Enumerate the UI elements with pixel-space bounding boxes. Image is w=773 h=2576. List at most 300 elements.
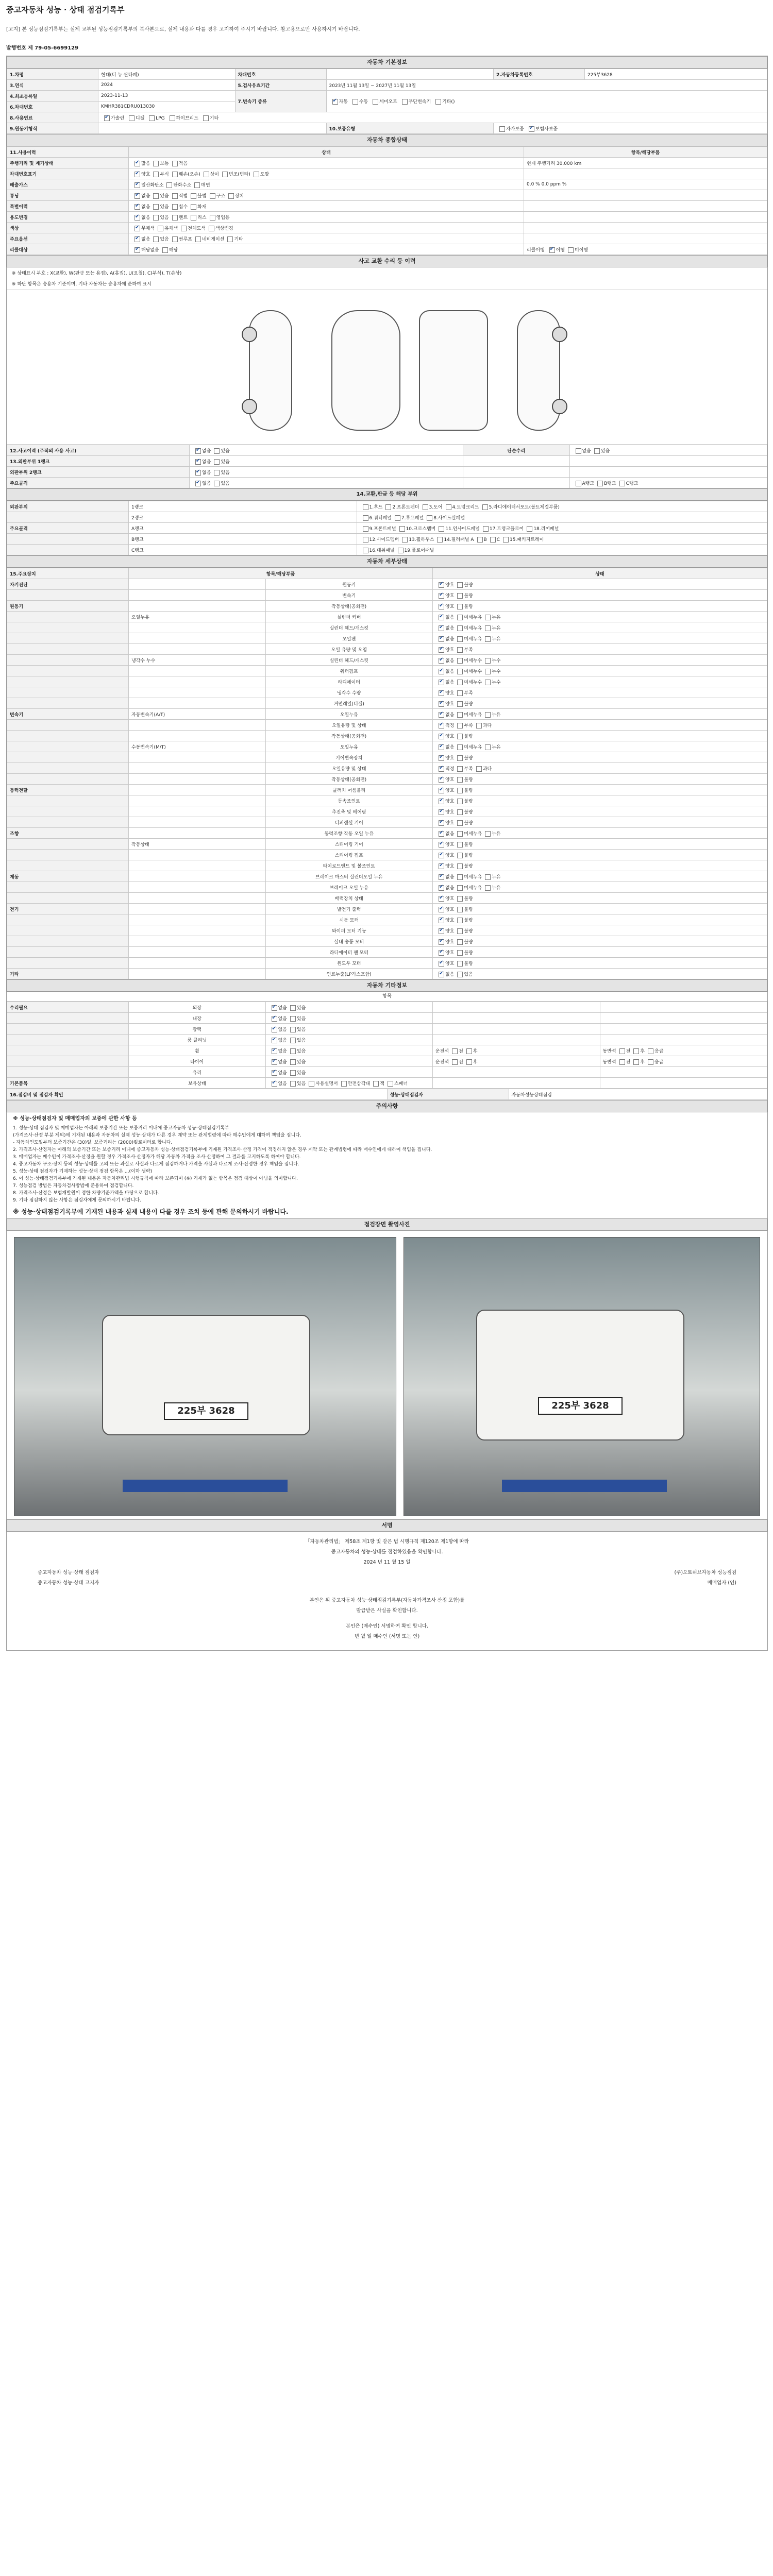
checkbox[interactable] (191, 215, 196, 221)
checkbox[interactable] (309, 1081, 314, 1087)
checkbox[interactable] (172, 161, 178, 166)
checkbox[interactable] (529, 126, 534, 132)
checkbox[interactable] (457, 766, 463, 772)
checkbox[interactable] (222, 172, 228, 177)
checkbox[interactable] (439, 885, 444, 891)
checkbox[interactable] (439, 680, 444, 685)
checkbox[interactable] (457, 744, 463, 750)
notes-body (7, 1112, 767, 1218)
checkbox[interactable] (214, 448, 220, 454)
checkbox[interactable] (485, 615, 491, 620)
checkbox[interactable] (204, 172, 209, 177)
checkbox[interactable] (272, 1016, 277, 1022)
option-label: 있음 (296, 1070, 306, 1076)
checkbox[interactable] (457, 723, 463, 728)
checkbox[interactable] (135, 247, 140, 253)
option-label: B랭크 (604, 481, 616, 486)
checkbox[interactable] (439, 896, 444, 902)
detail-item: 오일 유량 및 오염 (265, 644, 433, 655)
other-side-1 (433, 1002, 600, 1013)
checkbox[interactable] (352, 99, 358, 105)
checkbox[interactable] (457, 734, 463, 739)
checkbox[interactable] (272, 1081, 277, 1087)
option-label: 양호 (445, 690, 455, 696)
checkbox[interactable] (576, 481, 581, 486)
checkbox[interactable] (633, 1048, 639, 1054)
checkbox[interactable] (172, 172, 178, 177)
checkbox[interactable] (290, 1038, 296, 1043)
checkbox[interactable] (457, 669, 463, 674)
option-label: 양호 (445, 853, 455, 858)
notifier-name: 매매업자 (인) (707, 1580, 736, 1586)
checkbox[interactable] (195, 236, 201, 242)
option-label: 장치 (234, 193, 244, 199)
checkbox[interactable] (457, 615, 463, 620)
checkbox[interactable] (172, 193, 178, 199)
checkbox[interactable] (272, 1059, 277, 1065)
checkbox[interactable] (341, 1081, 347, 1087)
checkbox[interactable] (402, 99, 408, 105)
checkbox[interactable] (439, 755, 444, 761)
row-extra (524, 190, 767, 201)
checkbox[interactable] (439, 831, 444, 837)
checkbox[interactable] (457, 680, 463, 685)
checkbox[interactable] (254, 172, 259, 177)
detail-state-header: 자동차 세부상태 (7, 555, 767, 568)
checkbox[interactable] (439, 636, 444, 642)
checkbox[interactable] (191, 193, 196, 199)
option-label: 기타 (209, 115, 219, 121)
general-row (7, 233, 767, 244)
other-options (265, 1002, 433, 1013)
other-options (265, 1024, 433, 1035)
option-label: 양호 (445, 734, 455, 739)
detail-row (7, 752, 767, 763)
option-label: 5.라디에이터서포트(볼트체결부품) (489, 504, 560, 510)
damage-row (7, 467, 767, 478)
checkbox[interactable] (153, 193, 159, 199)
parts-rank: B랭크 (129, 534, 357, 545)
checkbox[interactable] (427, 515, 432, 521)
option-label: 유채색 (164, 226, 178, 231)
detail-group: 변속기 (7, 709, 129, 720)
detail-options (433, 763, 767, 774)
checkbox[interactable] (135, 182, 140, 188)
checkbox[interactable] (439, 788, 444, 793)
checkbox[interactable] (439, 712, 444, 718)
checkbox[interactable] (485, 712, 491, 718)
checkbox[interactable] (439, 853, 444, 858)
option-label: 없음 (445, 658, 455, 664)
checkbox[interactable] (399, 526, 405, 532)
checkbox[interactable] (395, 515, 400, 521)
option-label: 양호 (445, 842, 455, 848)
checkbox[interactable] (272, 1048, 277, 1054)
checkbox[interactable] (214, 459, 220, 465)
checkbox[interactable] (373, 99, 378, 105)
option-label: 불량 (464, 820, 473, 826)
option-label: 불량 (464, 863, 473, 869)
checkbox[interactable] (485, 831, 491, 837)
checkbox[interactable] (490, 537, 496, 543)
checkbox[interactable] (363, 526, 368, 532)
checkbox[interactable] (272, 1038, 277, 1043)
checkbox[interactable] (457, 961, 463, 967)
checkbox[interactable] (227, 236, 233, 242)
row-options (129, 190, 524, 201)
other-item: 휠 (129, 1045, 266, 1056)
detail-item: 커먼레일(디젤) (265, 698, 433, 709)
other-row (7, 1002, 767, 1013)
checkbox[interactable] (457, 788, 463, 793)
row-options (129, 244, 524, 255)
checkbox[interactable] (457, 885, 463, 891)
checkbox[interactable] (477, 537, 483, 543)
checkbox[interactable] (457, 950, 463, 956)
detail-row (7, 795, 767, 806)
checkbox[interactable] (195, 448, 201, 454)
checkbox[interactable] (194, 182, 200, 188)
checkbox[interactable] (402, 537, 408, 543)
photos-area (7, 1231, 767, 1519)
note-line: 7. 성능점검 방법은 자동차검사방법에 준용하여 점검합니다. (13, 1183, 134, 1189)
checkbox[interactable] (135, 161, 140, 166)
inspector-role: 중고자동차 성능·상태 점검자 (38, 1570, 99, 1575)
checkbox[interactable] (549, 247, 555, 253)
checkbox[interactable] (195, 459, 201, 465)
checkbox[interactable] (214, 470, 220, 476)
row-options (129, 212, 524, 223)
checkbox[interactable] (476, 723, 482, 728)
detail-group (7, 720, 129, 731)
checkbox[interactable] (457, 853, 463, 858)
option-label: 있음 (221, 459, 230, 465)
checkbox[interactable] (457, 972, 463, 977)
checkbox[interactable] (191, 204, 196, 210)
checkbox[interactable] (439, 604, 444, 609)
basic-row (7, 80, 767, 91)
option-label: 네비게이션 (201, 236, 225, 242)
checkbox[interactable] (373, 1081, 379, 1087)
detail-row (7, 882, 767, 893)
checkbox[interactable] (181, 226, 187, 231)
checkbox[interactable] (439, 625, 444, 631)
checkbox[interactable] (439, 647, 444, 653)
checkbox[interactable] (153, 204, 159, 210)
checkbox[interactable] (452, 1059, 458, 1065)
checkbox[interactable] (210, 215, 215, 221)
checkbox[interactable] (619, 1048, 625, 1054)
detail-row (7, 914, 767, 925)
general-state-header: 자동차 종합상태 (7, 134, 767, 146)
option-label: 없음 (445, 712, 455, 718)
checkbox[interactable] (457, 907, 463, 912)
checkbox[interactable] (135, 226, 140, 231)
note-line: 2. 가격조사·산정자는 아래의 보증기간 또는 보증거리 이내에 중고자동차 성능·상태점검기록부에 기재된 가격조사·산정 가격이 적정하지 않은 경우 계약 또는 관계법령에 따라 매수인에게 대하여 책임을 집니다. (13, 1147, 432, 1153)
checkbox[interactable] (439, 526, 444, 532)
option-label: 4.트렁크리드 (452, 504, 479, 510)
checkbox[interactable] (485, 680, 491, 685)
checkbox[interactable] (439, 690, 444, 696)
checkbox[interactable] (439, 928, 444, 934)
option-label: 없음 (278, 1005, 287, 1011)
detail-group (7, 590, 129, 601)
checkbox[interactable] (457, 625, 463, 631)
checkbox[interactable] (485, 658, 491, 664)
checkbox[interactable] (485, 885, 491, 891)
detail-subgroup (129, 806, 266, 817)
option-label: 1.후드 (369, 504, 383, 510)
checkbox[interactable] (290, 1048, 296, 1054)
detail-item: 윈도우 모터 (265, 958, 433, 969)
option-label: 미세누유 (464, 625, 482, 631)
checkbox[interactable] (290, 1059, 296, 1065)
checkbox[interactable] (228, 193, 234, 199)
checkbox[interactable] (457, 690, 463, 696)
checkbox[interactable] (439, 820, 444, 826)
checkbox[interactable] (153, 172, 159, 177)
checkbox[interactable] (439, 950, 444, 956)
checkbox[interactable] (290, 1027, 296, 1032)
checkbox[interactable] (485, 625, 491, 631)
checkbox[interactable] (135, 204, 140, 210)
buyer-statement: 본인은 위 중고자동차 성능·상태점검기록부(자동차가격조사 산정 포함)를 (309, 1598, 465, 1603)
row-label: 주요옵션 (7, 233, 129, 244)
checkbox[interactable] (439, 734, 444, 739)
side-label: 동반석 (602, 1059, 616, 1065)
checkbox[interactable] (195, 481, 201, 486)
checkbox[interactable] (457, 831, 463, 837)
row-options-2 (569, 456, 767, 467)
option-label: 불량 (464, 593, 473, 599)
checkbox[interactable] (439, 593, 444, 599)
checkbox[interactable] (457, 777, 463, 783)
checkbox[interactable] (104, 115, 110, 121)
checkbox[interactable] (457, 582, 463, 588)
checkbox[interactable] (457, 842, 463, 848)
checkbox[interactable] (446, 504, 451, 510)
checkbox[interactable] (272, 1070, 277, 1076)
checkbox[interactable] (594, 448, 600, 454)
option-label: 미세누유 (464, 874, 482, 880)
checkbox[interactable] (483, 526, 489, 532)
checkbox[interactable] (129, 115, 135, 121)
checkbox[interactable] (439, 972, 444, 977)
checkbox[interactable] (290, 1005, 296, 1011)
detail-item: 동력조향 작동 오일 누유 (265, 828, 433, 839)
checkbox[interactable] (485, 744, 491, 750)
checkbox[interactable] (290, 1016, 296, 1022)
checkbox[interactable] (439, 766, 444, 772)
detail-subgroup (129, 579, 266, 590)
checkbox[interactable] (153, 236, 159, 242)
checkbox[interactable] (439, 723, 444, 728)
checkbox[interactable] (172, 204, 178, 210)
checkbox[interactable] (435, 99, 441, 105)
checkbox[interactable] (439, 939, 444, 945)
option-label: 후 (640, 1059, 645, 1065)
checkbox[interactable] (195, 470, 201, 476)
option-label: 부족 (464, 766, 473, 772)
checkbox[interactable] (398, 548, 404, 553)
checkbox[interactable] (457, 820, 463, 826)
parts-rank: 2랭크 (129, 512, 357, 523)
checkbox[interactable] (153, 161, 159, 166)
checkbox[interactable] (439, 658, 444, 664)
checkbox[interactable] (388, 1081, 393, 1087)
checkbox[interactable] (439, 918, 444, 923)
checkbox[interactable] (457, 593, 463, 599)
option-label: 3.도어 (429, 504, 443, 510)
checkbox[interactable] (149, 115, 155, 121)
checkbox[interactable] (439, 615, 444, 620)
detail-options (433, 612, 767, 622)
checkbox[interactable] (466, 1059, 472, 1065)
checkbox[interactable] (135, 236, 140, 242)
checkbox[interactable] (439, 701, 444, 707)
checkbox[interactable] (162, 247, 168, 253)
checkbox[interactable] (457, 939, 463, 945)
checkbox[interactable] (203, 115, 209, 121)
parts-rank: C랭크 (129, 545, 357, 555)
checkbox[interactable] (439, 669, 444, 674)
checkbox[interactable] (457, 604, 463, 609)
checkbox[interactable] (158, 226, 163, 231)
basic-value: 2023년 11월 13일 ~ 2027년 11월 13일 (326, 80, 767, 91)
checkbox[interactable] (272, 1027, 277, 1032)
checkbox[interactable] (439, 799, 444, 804)
checkbox[interactable] (290, 1070, 296, 1076)
checkbox[interactable] (457, 809, 463, 815)
option-label: 불량 (464, 777, 473, 783)
checkbox[interactable] (439, 961, 444, 967)
checkbox[interactable] (135, 215, 140, 221)
option-label: 불량 (464, 582, 473, 588)
checkbox[interactable] (437, 537, 443, 543)
option-label: 불량 (464, 918, 473, 923)
checkbox[interactable] (166, 182, 172, 188)
option-label: 양호 (445, 863, 455, 869)
detail-options (433, 850, 767, 860)
checkbox[interactable] (135, 172, 140, 177)
checkbox[interactable] (210, 193, 215, 199)
option-label: 전 (626, 1048, 631, 1054)
other-group (7, 1035, 129, 1045)
checkbox[interactable] (527, 526, 532, 532)
checkbox[interactable] (439, 907, 444, 912)
option-label: 있음 (221, 470, 230, 476)
checkbox[interactable] (385, 504, 391, 510)
checkbox[interactable] (619, 481, 625, 486)
option-label: 후 (640, 1048, 645, 1054)
checkbox[interactable] (457, 712, 463, 718)
damage-row (7, 445, 767, 456)
checkbox[interactable] (457, 647, 463, 653)
parts-group (7, 512, 129, 523)
checkbox[interactable] (457, 701, 463, 707)
checkbox[interactable] (452, 1048, 458, 1054)
checkbox[interactable] (439, 842, 444, 848)
option-label: 불량 (464, 701, 473, 707)
checkbox[interactable] (457, 896, 463, 902)
checkbox[interactable] (272, 1005, 277, 1011)
checkbox[interactable] (482, 504, 488, 510)
option-label: 없음 (202, 470, 211, 476)
checkbox[interactable] (439, 874, 444, 880)
detail-options (433, 871, 767, 882)
checkbox[interactable] (597, 481, 603, 486)
checkbox[interactable] (457, 755, 463, 761)
checkbox[interactable] (209, 226, 214, 231)
checkbox[interactable] (499, 126, 505, 132)
checkbox[interactable] (439, 809, 444, 815)
checkbox[interactable] (619, 1059, 625, 1065)
option-label: 없음 (445, 636, 455, 642)
row-label: 리콜대상 (7, 244, 129, 255)
checkbox[interactable] (457, 928, 463, 934)
checkbox[interactable] (363, 537, 368, 543)
column-header: 항목/해당부품 (129, 568, 433, 579)
option-label: C랭크 (626, 481, 638, 486)
checkbox[interactable] (457, 863, 463, 869)
checkbox[interactable] (485, 669, 491, 674)
note-line: 6. 이 성능·상태점검기록부에 기재된 내용은 자동차관리법 시행규칙에 따라 보존되며 (※) 기재가 없는 항목은 점검 대상이 아님을 의미합니다. (13, 1176, 298, 1181)
note-line: (가격조사·산정 부분 제외)에 기재된 내용과 자동차의 실제 성능·상태가 다른 경우 계약 또는 관계법령에 따라 매수인에게 대하여 책임을 집니다. (13, 1133, 301, 1138)
option-label: 있음 (221, 448, 230, 454)
checkbox[interactable] (170, 115, 175, 121)
checkbox[interactable] (290, 1081, 296, 1087)
option-label: 불량 (464, 928, 473, 934)
checkbox[interactable] (457, 799, 463, 804)
checkbox[interactable] (485, 636, 491, 642)
checkbox[interactable] (439, 744, 444, 750)
checkbox[interactable] (648, 1048, 653, 1054)
other-group (7, 1056, 129, 1067)
checkbox[interactable] (363, 504, 368, 510)
checkbox[interactable] (439, 863, 444, 869)
detail-options (433, 947, 767, 958)
column-header: 상태 (433, 568, 767, 579)
checkbox[interactable] (423, 504, 428, 510)
checkbox[interactable] (485, 874, 491, 880)
detail-row (7, 676, 767, 687)
checkbox[interactable] (332, 99, 338, 105)
checkbox[interactable] (439, 582, 444, 588)
checkbox[interactable] (457, 874, 463, 880)
checkbox[interactable] (439, 777, 444, 783)
checkbox[interactable] (633, 1059, 639, 1065)
detail-group (7, 817, 129, 828)
checkbox[interactable] (172, 215, 178, 221)
detail-item: 시동 모터 (265, 914, 433, 925)
checkbox[interactable] (135, 193, 140, 199)
checkbox[interactable] (476, 766, 482, 772)
checkbox[interactable] (363, 548, 368, 553)
checkbox[interactable] (457, 658, 463, 664)
checkbox[interactable] (576, 448, 581, 454)
checkbox[interactable] (568, 247, 574, 253)
checkbox[interactable] (172, 236, 178, 242)
checkbox[interactable] (503, 537, 509, 543)
checkbox[interactable] (363, 515, 368, 521)
option-label: 썬루프 (178, 236, 192, 242)
checkbox[interactable] (214, 481, 220, 486)
checkbox[interactable] (466, 1048, 472, 1054)
checkbox[interactable] (457, 918, 463, 923)
checkbox[interactable] (648, 1059, 653, 1065)
checkbox[interactable] (457, 636, 463, 642)
checkbox[interactable] (153, 215, 159, 221)
